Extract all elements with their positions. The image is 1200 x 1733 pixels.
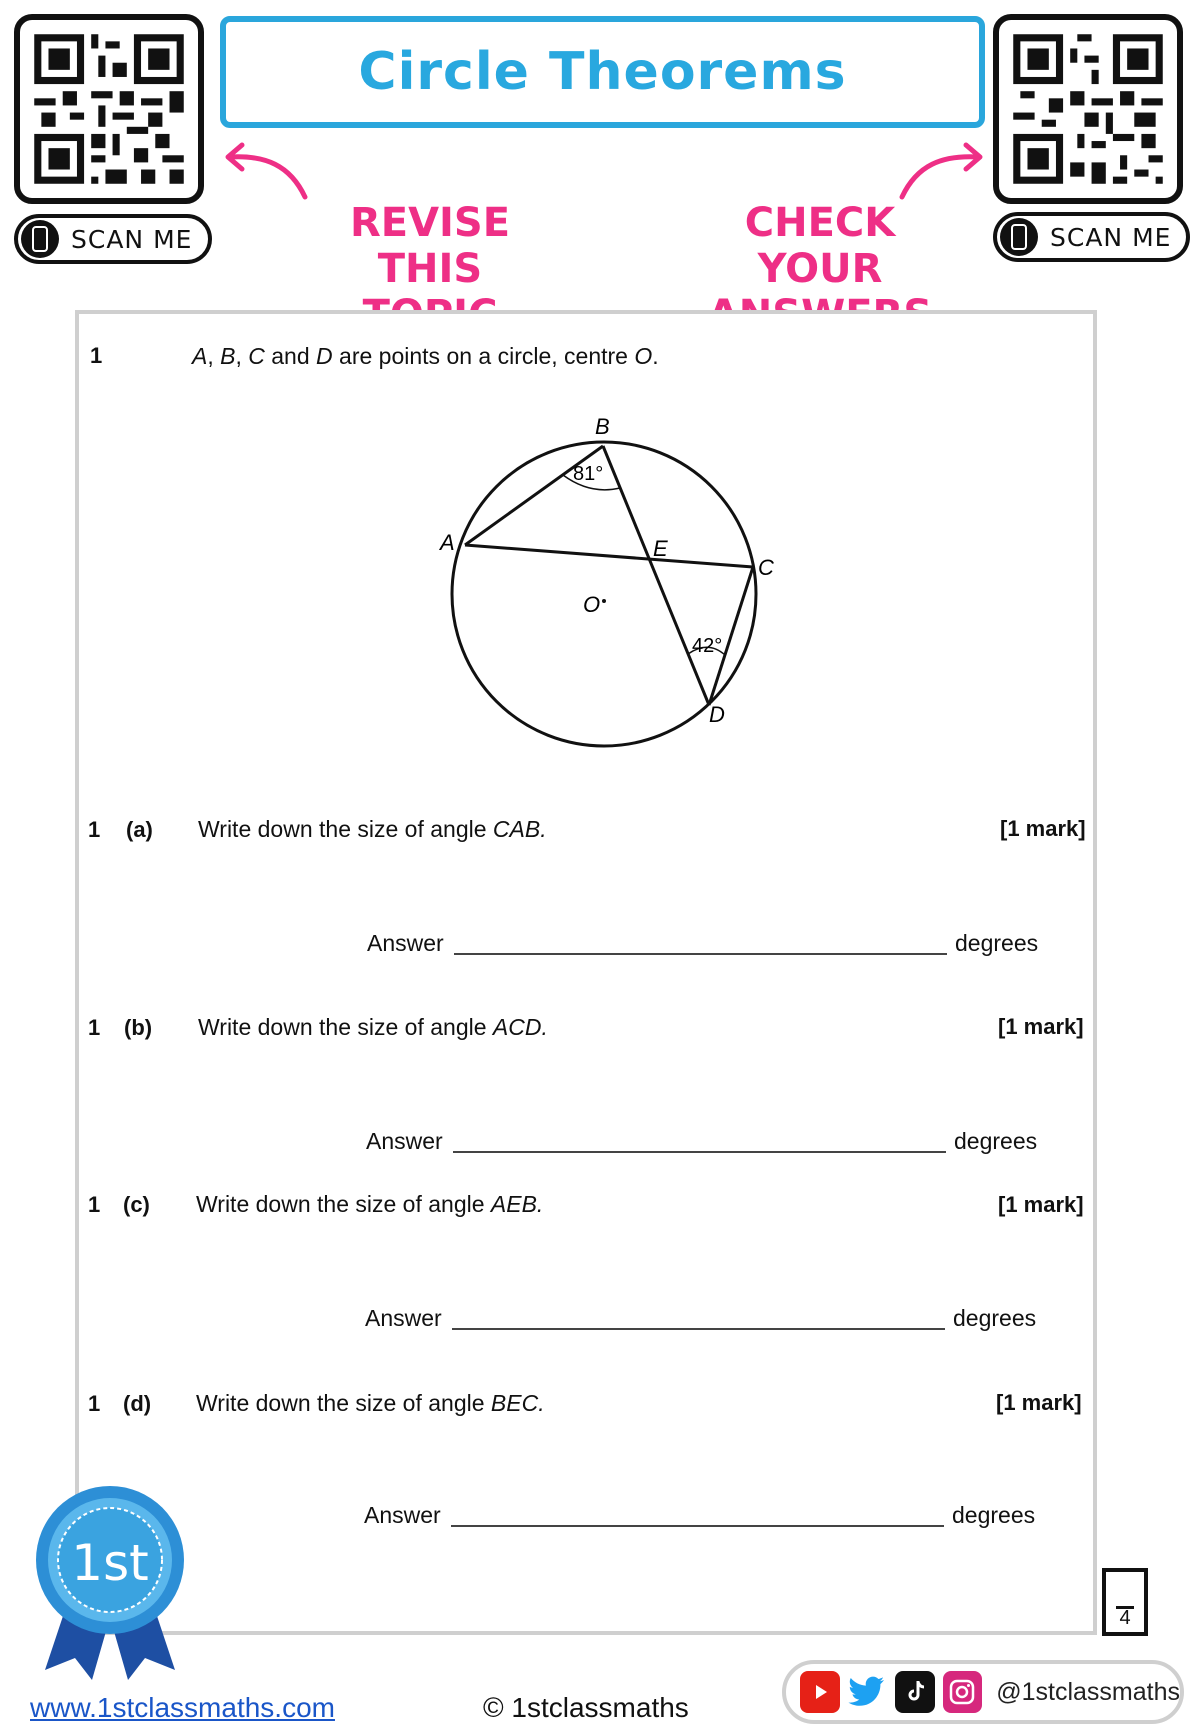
first-class-rosette-icon xyxy=(30,1480,190,1680)
revise-qr-code[interactable] xyxy=(14,14,204,204)
answer-label: Answer xyxy=(367,930,444,956)
intro-point-b: B xyxy=(220,343,236,369)
part-angle: AEB. xyxy=(490,1191,544,1217)
scan-me-label: SCAN ME xyxy=(1050,222,1172,252)
intro-centre-o: O xyxy=(634,343,653,369)
intro-text: are points on a circle, centre xyxy=(332,343,635,369)
chord-ab xyxy=(465,446,603,545)
question-number: 1 xyxy=(90,343,103,368)
part-text: Write down the size of angle xyxy=(198,816,493,842)
scan-me-label: SCAN ME xyxy=(71,224,193,254)
label-c: C xyxy=(758,555,774,580)
title-banner xyxy=(220,16,985,128)
label-b: B xyxy=(595,414,610,439)
part-number: 1 xyxy=(88,1192,101,1217)
scan-me-left xyxy=(14,214,212,264)
part-label: (d) xyxy=(123,1391,152,1416)
intro-and: and xyxy=(264,343,317,369)
answer-unit: degrees xyxy=(955,930,1039,956)
social-handle[interactable]: @1stclassmaths xyxy=(996,1677,1181,1706)
youtube-icon[interactable] xyxy=(800,1671,840,1713)
qr-code-icon xyxy=(999,20,1177,198)
qr-code-icon xyxy=(20,20,198,198)
centre-dot xyxy=(602,599,606,603)
part-angle: BEC. xyxy=(490,1390,545,1416)
tiktok-icon[interactable] xyxy=(895,1671,935,1713)
part-text: Write down the size of angle xyxy=(196,1191,491,1217)
answers-qr-code[interactable] xyxy=(993,14,1183,204)
answer-line-b[interactable] xyxy=(453,1151,946,1153)
part-angle: CAB. xyxy=(492,816,547,842)
answer-unit: degrees xyxy=(953,1305,1037,1331)
website-link[interactable]: www.1stclassmaths.com xyxy=(30,1692,335,1723)
revise-line-1: REVISE THIS xyxy=(349,200,511,292)
part-question xyxy=(198,816,547,843)
answer-label: Answer xyxy=(365,1305,442,1331)
part-label: (a) xyxy=(126,817,153,842)
part-question xyxy=(198,1014,548,1041)
intro-sep: , xyxy=(207,343,221,369)
badge-text: 1st xyxy=(71,1534,149,1592)
scan-me-right xyxy=(993,212,1190,262)
mark-label: [1 mark] xyxy=(996,1390,1082,1415)
answer-label: Answer xyxy=(366,1128,443,1154)
label-e: E xyxy=(653,536,668,561)
page-title: Circle Theorems xyxy=(358,42,847,102)
answer-line-a[interactable] xyxy=(454,953,947,955)
question-intro xyxy=(192,343,659,370)
label-d: D xyxy=(709,702,725,727)
intro-sep: , xyxy=(235,343,249,369)
part-number: 1 xyxy=(88,1015,101,1040)
total-marks: 4 xyxy=(1119,1607,1131,1629)
instagram-icon[interactable] xyxy=(943,1671,983,1713)
part-number: 1 xyxy=(88,817,101,842)
chord-bd xyxy=(603,446,709,705)
angle-label-d: 42° xyxy=(692,635,723,657)
total-marks-box xyxy=(1102,1568,1148,1636)
phone-icon xyxy=(1000,218,1038,256)
intro-point-a: A xyxy=(192,343,208,369)
answer-unit: degrees xyxy=(954,1128,1038,1154)
arrow-left-icon xyxy=(220,135,320,205)
phone-icon xyxy=(21,220,59,258)
part-label: (b) xyxy=(124,1015,153,1040)
part-text: Write down the size of angle xyxy=(198,1014,493,1040)
mark-label: [1 mark] xyxy=(998,1192,1084,1217)
part-number: 1 xyxy=(88,1391,101,1416)
part-question xyxy=(196,1390,545,1417)
mark-label: [1 mark] xyxy=(1000,816,1086,841)
social-links xyxy=(782,1660,1184,1724)
part-angle: ACD. xyxy=(492,1014,548,1040)
mark-label: [1 mark] xyxy=(998,1014,1084,1039)
answer-unit: degrees xyxy=(952,1502,1036,1528)
chord-ac xyxy=(465,545,753,567)
twitter-icon[interactable] xyxy=(848,1671,888,1713)
part-text: Write down the size of angle xyxy=(196,1390,491,1416)
label-a: A xyxy=(440,530,455,555)
angle-label-b: 81° xyxy=(573,463,604,485)
intro-point-c: C xyxy=(248,343,265,369)
copyright-text: © 1stclassmaths xyxy=(483,1692,689,1723)
part-label: (c) xyxy=(123,1192,150,1217)
intro-point-d: D xyxy=(316,343,333,369)
circle-diagram xyxy=(420,410,810,760)
answer-line-c[interactable] xyxy=(452,1328,945,1330)
answer-label: Answer xyxy=(364,1502,441,1528)
part-question xyxy=(196,1191,543,1218)
arrow-right-icon xyxy=(890,135,990,205)
answer-line-d[interactable] xyxy=(451,1525,944,1527)
label-o: O xyxy=(583,592,601,617)
check-line-1: CHECK YOUR xyxy=(744,200,896,292)
intro-period: . xyxy=(652,343,659,369)
